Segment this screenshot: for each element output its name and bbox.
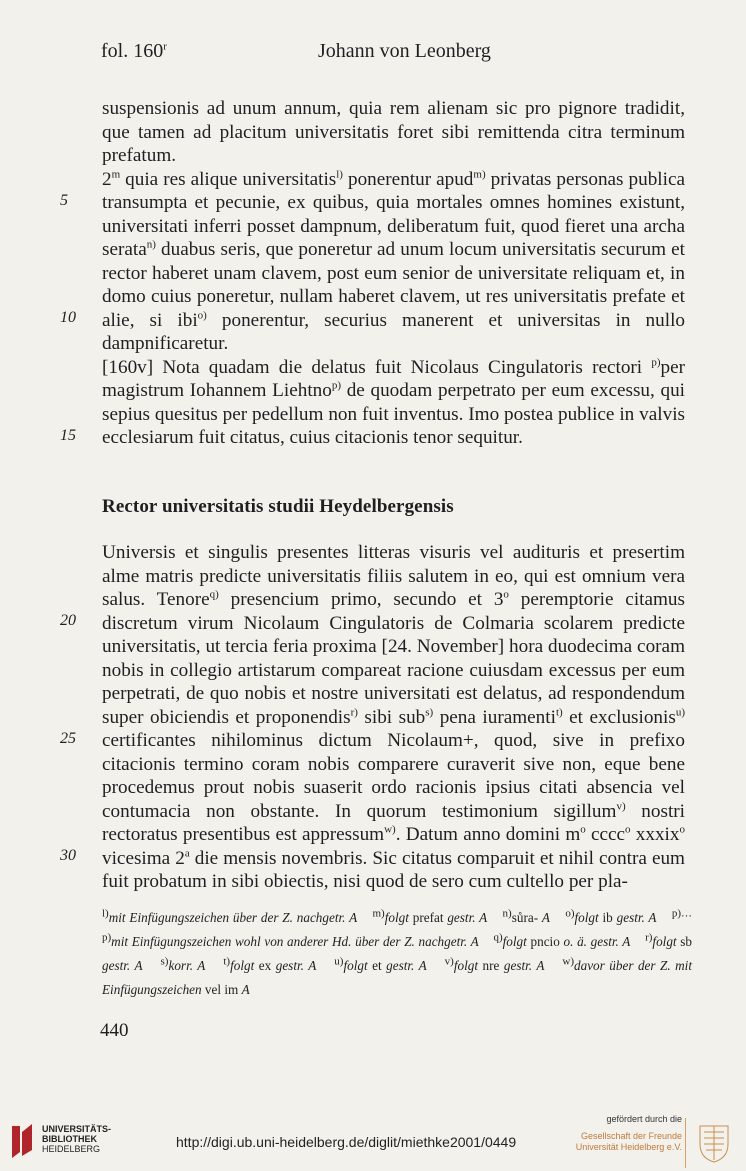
folio-label: fol. 160$^r$ [101, 40, 167, 62]
sponsor-text: gefördert durch die Gesellschaft der Freunde Universität Heidelberg e.V. [575, 1114, 682, 1152]
running-title: Johann von Leonberg [318, 40, 491, 62]
text-block-2 [102, 541, 685, 894]
line-number: 5 [60, 192, 68, 209]
paragraph-citation: Universis et singulis presentes litteras visuris vel audituris et presertim alme matris predicte universitatis filiis salutem in eo, qui est omnium vera salus. Tenore$^{q)}$ presencium primo, secundo et 3$^o$ peremptorie citamus discretum virum Nicolaum Cingulatoris de Colmaria scolarem predicte universitatis, ut tercia feria proxima [24. November] hora duodecima coram nobis in collegio artistarum compareat racione cuiusdam excessus per eum perpetrati, de quo nobis et nostre universitati est delatus, ad respondendum super obiciendis et proponendis$^{r)}$ sibi sub$^{s)}$ pena iuramenti$^{t)}$ et exclusionis$^{u)}$ certificantes nihilominus dictum Nicolaum+, quod, sive in prefixo citacionis termino coram nobis comparere curaverit sive non, eque bene procedemus prout nobis suaserit ordo racionis ipsius citati absencia vel contumacia non obstante. In quorum testimonium sigillum$^{v)}$ nostri rectoratus presentibus est appressum$^{w)}$. Datum anno domini $m^o$ cccc$^o$ xxxix$^o$ vicesima 2$^a$ die mensis novembris. Sic citatus comparuit et nihil contra eum fuit probatum in sibi obiectis, nisi quod de sero cum cultello per pla- [102, 542, 685, 892]
line-number: 10 [60, 309, 76, 326]
paragraph-archa: 2$^m$ quia res alique universitatis$^{l)}$ ponerentur apud$^{m)}$ privatas personas publica transumpta et pecunie, ex quibus, quia mortales omnes homines existunt, universitati inferri posset dampnum, deliberatum fuit, quod fieret una archa serata$^{n)}$ duabus seris, que poneretur ad unum locum universitatis securum et rector haberet unam clavem, post eum senior de universitate reliquam et, in domo cuius poneretur, nullam haberet clavem, ut res universitatis prefate et alie, si ibi$^{o)}$ ponerentur, securius manerent et universitas in nullo dampnificaretur. [102, 168, 685, 354]
permalink-url[interactable]: http://digi.ub.uni-heidelberg.de/diglit/miethke2001/0449 [176, 1134, 517, 1150]
page-number: 440 [100, 1020, 129, 1041]
sponsor-emblem-icon [694, 1120, 734, 1164]
line-number: 25 [60, 730, 76, 747]
paragraph-nota: [160v] Nota quadam die delatus fuit Nicolaus Cingulatoris rectori $^{p)}$per magistrum Iohannem Liehtno$^{p)}$ de quodam perpetrato per eum excessu, qui sepius quesitus per pedellum non fuit inventus. Imo postea publice in valvis ecclesiarum fuit citatus, cuius citacionis tenor sequitur. [102, 356, 685, 448]
line-number: 30 [60, 847, 76, 864]
line-number: 20 [60, 612, 76, 629]
text-block-1 [102, 97, 685, 450]
section-heading: Rector universitatis studii Heydelbergensis [102, 496, 454, 517]
university-library-logo-icon [8, 1122, 36, 1160]
line-number: 15 [60, 427, 76, 444]
footnotes: $^{l)}$mit Einfügungszeichen über der Z. nachgetr. A $^{m)}$folgt prefat gestr. A $^{n)}$sůra- A $^{o)}$folgt ib gestr. A $^{p)\dots p)}$mit Einfügungszeichen wohl von anderer Hd. über der Z. nachgetr. A $^{q)}$folgt pncio o. ä. gestr. A $^{r)}$folgt sb gestr. A $^{s)}$korr. A $^{t)}$folgt ex gestr. A $^{u)}$folgt et gestr. A $^{v)}$folgt nre gestr. A $^{w)}$davor über der Z. mit Einfügungszeichen vel im A [102, 907, 693, 997]
footer-bar [0, 1108, 746, 1171]
paragraph-suspensionis: suspensionis ad unum annum, quia rem alienam sic pro pignore tradidit, que tamen ad placitum universitatis foret sibi remittenda citra terminum prefatum. [102, 98, 685, 166]
library-name: UNIVERSITÄTS- BIBLIOTHEK HEIDELBERG [42, 1124, 112, 1154]
running-head [0, 40, 746, 70]
sponsor-divider [685, 1118, 686, 1168]
